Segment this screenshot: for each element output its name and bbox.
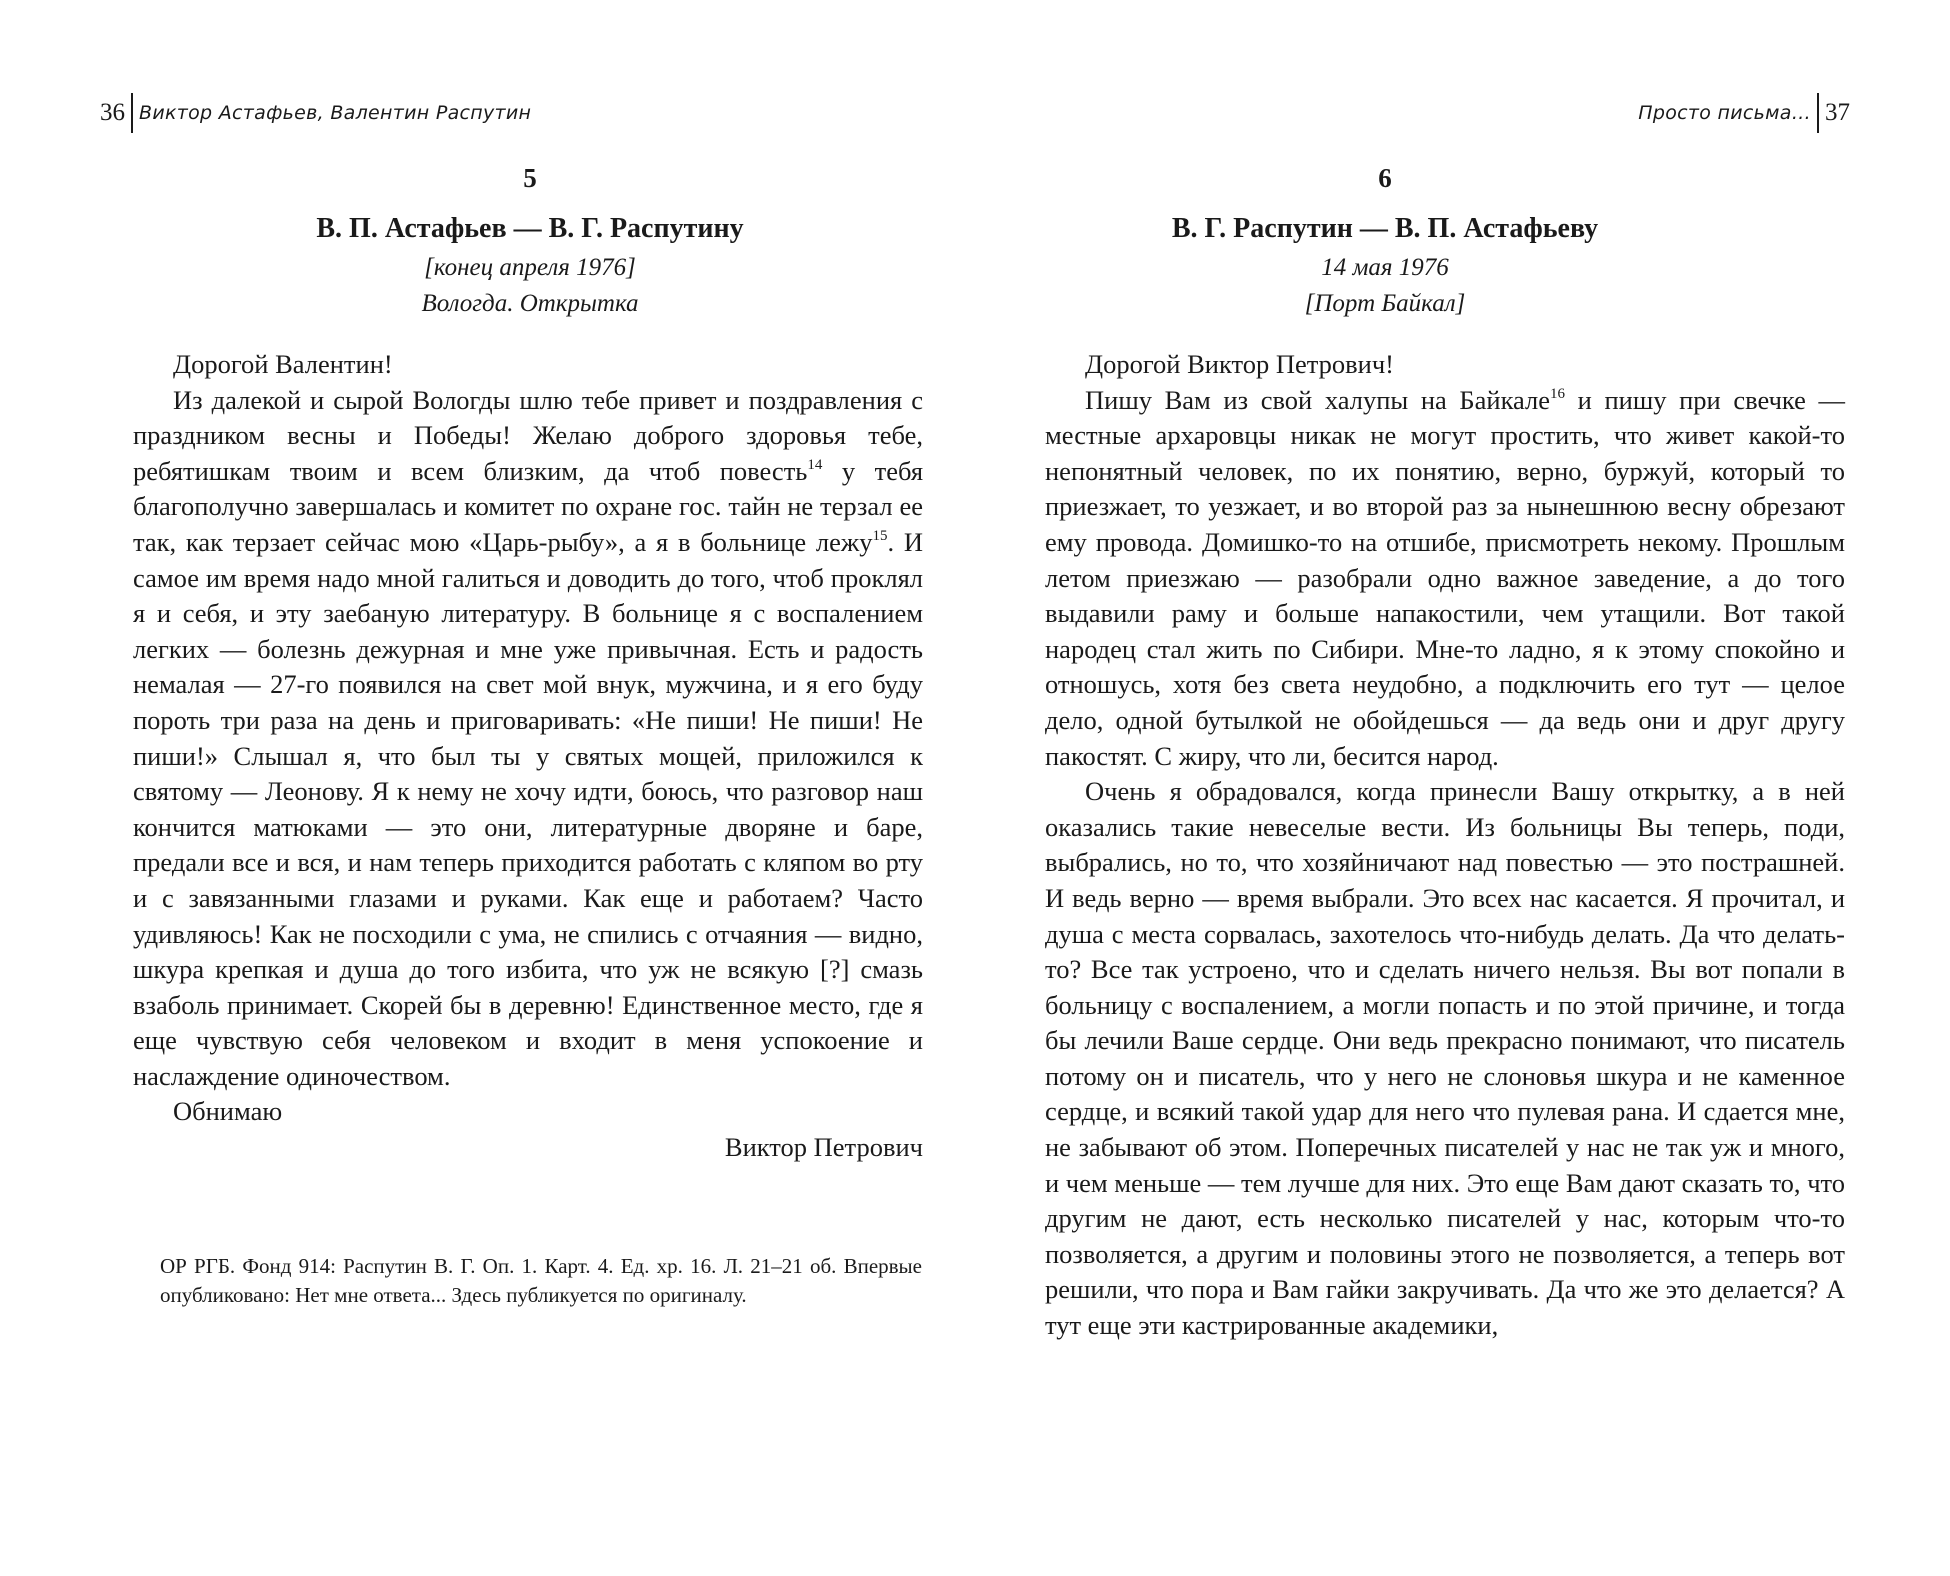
body-paragraph (133, 383, 923, 1095)
salutation: Дорогой Виктор Петрович! (1085, 349, 1394, 379)
source-note: ОР РГБ. Фонд 914: Распутин В. Г. Оп. 1. Карт. 4. Ед. хр. 16. Л. 21–21 об. Впервые опубликовано: Нет мне ответа... Здесь публикуется по оригиналу. (160, 1254, 922, 1307)
letter-date: [конец апреля 1976] (424, 254, 636, 281)
letter-6-body (1045, 347, 1845, 1344)
letter-number: 6 (1378, 163, 1392, 193)
body-text: и пишу при свечке — местные архаровцы никак не могут простить, что живет какой-то непонятный человек, по их понятию, верно, буржуй, который то приезжает, то уезжает, и во второй раз за нынешнюю весну обрезают ему провода. Домишко-то на отшибе, присмотреть некому. Прошлым летом приезжаю — разобрали одно важное заведение, а до того выдавили раму и больше напакостили, чем утащили. Вот такой народец стал жить по Сибири. Мне-то ладно, я к этому спокойно и отношусь, хотя без света неудобно, а подключить его тут — целое дело, одной бутылкой не обойдешься — да ведь они и друг другу пакостят. С жиру, что ли, бесится народ. (1045, 384, 1845, 771)
body-text: у тебя благополучно завершалась и комитет по охране гос. тайн не терзал ее так, как терзает сейчас мою «Царь-рыбу», а я в больнице лежу (133, 455, 924, 557)
closing: Обнимаю (173, 1096, 283, 1127)
running-head-divider (131, 93, 133, 133)
body-text: Из далекой и сырой Вологды шлю тебе привет и поздравления с праздником весны и Победы! Желаю доброго здоровья тебе, ребятишкам твоим и всем близким, да чтоб повесть (133, 384, 923, 486)
letter-5-body (133, 347, 923, 1166)
left-running-head (100, 93, 531, 133)
letter-date: 14 мая 1976 (1321, 254, 1449, 281)
letter-place: Вологда. Открытка (421, 290, 639, 317)
letter-title: В. Г. Распутин — В. П. Астафьеву (1171, 213, 1599, 244)
letter-place: [Порт Байкал] (1304, 290, 1466, 317)
running-head-divider (1817, 93, 1819, 133)
body-text: . И самое им время надо мной галиться и доводить до того, чтоб проклял я и себя, и эту заебаную литературу. В больнице я с воспалением легких — болезнь дежурная и мне уже привычная. Есть и радость немалая — 27-го появился на свет мой внук, мужчина, и я его буду пороть три раза на день и приговаривать: «Не пиши! Не пиши! Не пиши!» Слышал я, что был ты у святых мощей, приложился к святому — Леонову. Я к нему не хочу идти, боюсь, что разговор наш кончится матюками — это они, литературные дворяне и баре, предали все и вся, и нам теперь приходится работать с кляпом во рту и с завязанными глазами и руками. Как еще и работаем? Часто удивляюсь! Как не посходили с ума, не спились с отчаяния — видно, шкура крепкая и душа до того избита, что уж не всякую [?] смазь взаболь принимает. Скорей бы в деревню! Единственное место, где я еще чувствую себя человеком и входит в меня успокоение и наслаждение одиночеством. (133, 526, 923, 1091)
footnote-ref-16[interactable]: 16 (1550, 385, 1566, 402)
right-running-head (1638, 93, 1850, 133)
footnote-ref-14[interactable]: 14 (807, 456, 823, 473)
letter-6-heading (1125, 158, 1645, 322)
body-paragraph (1045, 383, 1845, 775)
footnote-ref-15[interactable]: 15 (872, 527, 888, 544)
letter-5-heading (270, 158, 790, 322)
letter-title: В. П. Астафьев — В. Г. Распутину (316, 213, 744, 244)
salutation: Дорогой Валентин! (173, 349, 393, 379)
right-page-number: 37 (1825, 99, 1850, 126)
body-paragraph: Очень я обрадовался, когда принесли Вашу открытку, а в ней оказались такие невеселые вести. Из больницы Вы теперь, поди, выбрались, но то, что хозяйничают над повестью — это пострашней. И ведь верно — время выбрали. Это всех нас касается. Я прочитал, и душа с места сорвалась, захотелось что-нибудь делать. Да что делать-то? Все так устроено, что и сделать ничего нельзя. Вы вот попали в больницу с воспалением, а могли попасть и по этой причине, и тогда бы лечили Ваше сердце. Они ведь прекрасно понимают, что писатель потому он и писатель, что у него не слоновья шкура и не каменное сердце, и всякий такой удар для него что пулевая рана. И сдается мне, не забывают об этом. Поперечных писателей у нас не так уж и много, и чем меньше — тем лучше для них. Это еще Вам дают сказать то, что другим не дают, есть несколько писателей у нас, которым что-то позволяется, а другим и половины этого не позволяется, а теперь вот решили, что пора и Вам гайки закручивать. Да что же это делается? А тут еще эти кастрированные академики, (1045, 776, 1845, 1341)
letter-number: 5 (523, 163, 537, 193)
right-page (975, 0, 1950, 1576)
left-page-number: 36 (100, 99, 125, 126)
right-running-title: Просто письма… (1638, 102, 1811, 124)
body-text: Пишу Вам из свой халупы на Байкале (1085, 384, 1551, 415)
left-running-title: Виктор Астафьев, Валентин Распутин (139, 102, 532, 124)
signature: Виктор Петрович (724, 1132, 923, 1163)
